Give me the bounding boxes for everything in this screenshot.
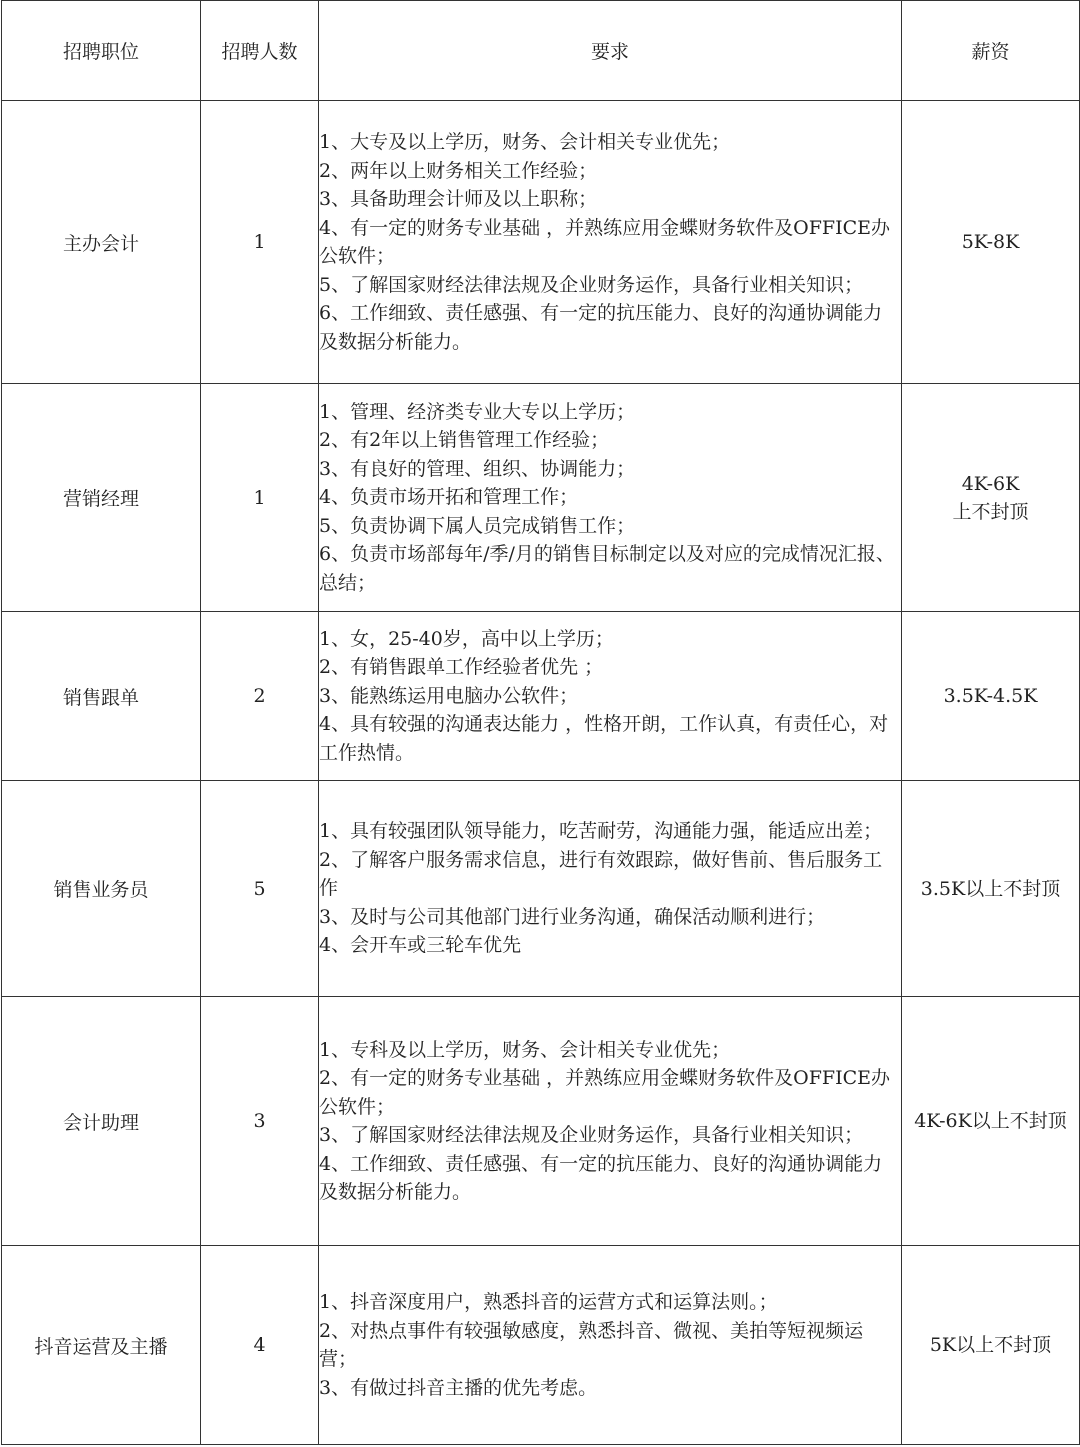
position-cell: 营销经理 — [2, 384, 201, 612]
requirement-item: 4、有一定的财务专业基础 ，并熟练应用金蝶财务软件及OFFICE办公软件； — [319, 216, 890, 267]
count-cell: 1 — [201, 384, 319, 612]
requirement-item: 4、会开车或三轮车优先 — [319, 934, 522, 957]
table-row — [2, 101, 1080, 384]
table-row — [2, 997, 1080, 1246]
header-salary: 薪资 — [902, 1, 1080, 101]
position-cell: 主办会计 — [2, 101, 201, 384]
table-row — [2, 1246, 1080, 1445]
salary-cell — [902, 997, 1080, 1246]
salary-cell — [902, 384, 1080, 612]
position-cell: 抖音运营及主播 — [2, 1246, 201, 1445]
requirements-cell — [319, 384, 902, 612]
requirement-item: 1、女，25-40岁，高中以上学历； — [319, 627, 614, 650]
position-cell: 会计助理 — [2, 997, 201, 1246]
requirement-item: 5、负责协调下属人员完成销售工作； — [319, 514, 636, 537]
salary-line: 5K以上不封顶 — [929, 1334, 1052, 1356]
requirement-item: 2、有2年以上销售管理工作经验； — [319, 429, 610, 452]
requirements-cell — [319, 612, 902, 781]
count-cell: 2 — [201, 612, 319, 781]
header-count: 招聘人数 — [201, 1, 319, 101]
salary-line: 5K-8K — [961, 231, 1020, 253]
requirement-item: 2、两年以上财务相关工作经验； — [319, 159, 598, 182]
count-cell: 3 — [201, 997, 319, 1246]
count-cell: 4 — [201, 1246, 319, 1445]
requirement-item: 3、有良好的管理、组织、协调能力； — [319, 457, 636, 480]
requirement-item: 3、具备助理会计师及以上职称； — [319, 188, 598, 210]
table-header-row — [2, 1, 1080, 101]
requirements-cell — [319, 781, 902, 997]
table-row — [2, 612, 1080, 781]
salary-cell — [902, 781, 1080, 997]
table-row — [2, 384, 1080, 612]
requirement-item: 2、有销售跟单工作经验者优先 ； — [319, 656, 604, 679]
requirement-item: 3、有做过抖音主播的优先考虑。 — [319, 1376, 598, 1399]
requirement-item: 1、具有较强团队领导能力，吃苦耐劳，沟通能力强，能适应出差； — [319, 820, 883, 843]
header-position: 招聘职位 — [2, 1, 201, 101]
requirement-item: 6、负责市场部每年/季/月的销售目标制定以及对应的完成情况汇报、总结； — [319, 543, 895, 594]
salary-line: 3.5K以上不封顶 — [920, 877, 1061, 900]
salary-cell — [902, 612, 1080, 781]
requirement-item: 1、专科及以上学历，财务、会计相关专业优先； — [319, 1038, 731, 1061]
requirements-cell — [319, 101, 902, 384]
requirement-item: 3、及时与公司其他部门进行业务沟通，确保活动顺利进行； — [319, 905, 826, 928]
header-requirements: 要求 — [319, 1, 902, 101]
requirement-item: 3、了解国家财经法律法规及企业财务运作，具备行业相关知识； — [319, 1124, 864, 1146]
requirement-item: 1、大专及以上学历，财务、会计相关专业优先； — [319, 131, 731, 153]
requirement-item: 2、有一定的财务专业基础 ，并熟练应用金蝶财务软件及OFFICE办公软件； — [319, 1067, 890, 1118]
requirement-item: 4、具有较强的沟通表达能力 ，性格开朗，工作认真，有责任心，对工作热情。 — [319, 713, 889, 764]
requirements-cell — [319, 997, 902, 1246]
position-cell: 销售跟单 — [2, 612, 201, 781]
salary-line: 4K-6K以上不封顶 — [914, 1110, 1067, 1132]
salary-line: 3.5K-4.5K — [943, 685, 1038, 707]
requirement-item: 3、能熟练运用电脑办公软件； — [319, 684, 579, 707]
position-cell: 销售业务员 — [2, 781, 201, 997]
requirement-item: 2、了解客户服务需求信息，进行有效跟踪，做好售前、售后服务工作 — [319, 848, 883, 900]
salary-line: 上不封顶 — [952, 500, 1029, 523]
requirements-cell — [319, 1246, 902, 1445]
count-cell: 5 — [201, 781, 319, 997]
requirement-item: 2、对热点事件有较强敏感度，熟悉抖音、微视、美拍等短视频运营； — [319, 1319, 864, 1370]
requirement-item: 6、工作细致、责任感强、有一定的抗压能力、良好的沟通协调能力及数据分析能力。 — [319, 302, 883, 353]
requirement-item: 4、负责市场开拓和管理工作； — [319, 486, 579, 509]
salary-cell — [902, 101, 1080, 384]
salary-line: 4K-6K — [961, 472, 1020, 495]
requirement-item: 5、了解国家财经法律法规及企业财务运作，具备行业相关知识； — [319, 273, 864, 296]
requirement-item: 1、管理、经济类专业大专以上学历； — [319, 400, 636, 423]
requirement-item: 4、工作细致、责任感强、有一定的抗压能力、良好的沟通协调能力及数据分析能力。 — [319, 1152, 883, 1203]
recruitment-table — [1, 0, 1080, 1445]
requirement-item: 1、抖音深度用户，熟悉抖音的运营方式和运算法则。； — [319, 1291, 778, 1313]
count-cell: 1 — [201, 101, 319, 384]
table-row — [2, 781, 1080, 997]
salary-cell — [902, 1246, 1080, 1445]
